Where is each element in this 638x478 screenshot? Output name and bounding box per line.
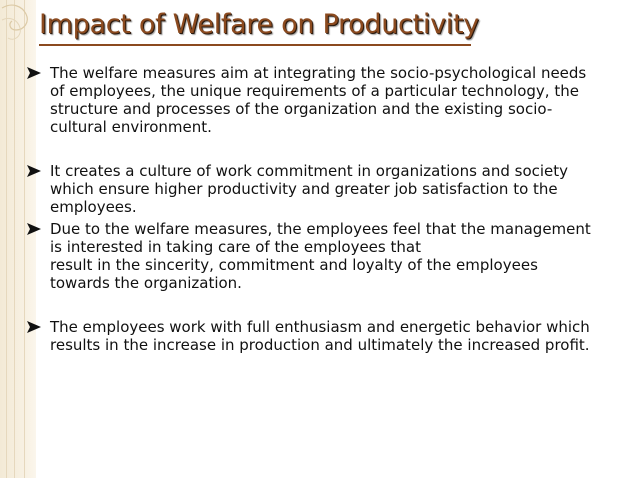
bullet-line: which ensure higher productivity and greater job satisfaction to the <box>50 180 558 198</box>
bullet-line: result in the sincerity, commitment and loyalty of the employees <box>50 256 538 274</box>
bullet-text <box>50 64 626 136</box>
bullet-line: of employees, the unique requirements of a particular technology, the <box>50 82 579 100</box>
bullet-line: cultural environment. <box>50 118 212 136</box>
bullet-line: It creates a culture of work commitment in organizations and society <box>50 162 569 180</box>
bullet-text <box>50 162 626 216</box>
arrowhead-bullet-icon <box>26 66 42 80</box>
bullet-text <box>50 220 626 292</box>
bullet-line: The welfare measures aim at integrating the socio-psychological needs <box>50 64 587 82</box>
arrowhead-bullet-icon <box>26 164 42 178</box>
band-line <box>24 0 25 478</box>
bullet-line: is interested in taking care of the employees that <box>50 238 421 256</box>
arrowhead-bullet-icon <box>26 222 42 236</box>
bullet-text <box>50 318 626 354</box>
bullet-line: The employees work with full enthusiasm and energetic behavior which <box>50 318 590 336</box>
corner-swirl-decoration <box>0 0 40 60</box>
bullet-line: employees. <box>50 198 137 216</box>
bullet-line: Due to the welfare measures, the employees feel that the management <box>50 220 591 238</box>
band-line <box>6 0 7 478</box>
bullet-line: results in the increase in production and ultimately the increased profit. <box>50 336 590 354</box>
title-underline <box>39 44 471 46</box>
arrowhead-bullet-icon <box>26 320 42 334</box>
band-line <box>14 0 15 478</box>
bullet-line: structure and processes of the organization and the existing socio- <box>50 100 553 118</box>
bullet-line: towards the organization. <box>50 274 242 292</box>
slide-title: Impact of Welfare on Productivity <box>39 9 479 40</box>
